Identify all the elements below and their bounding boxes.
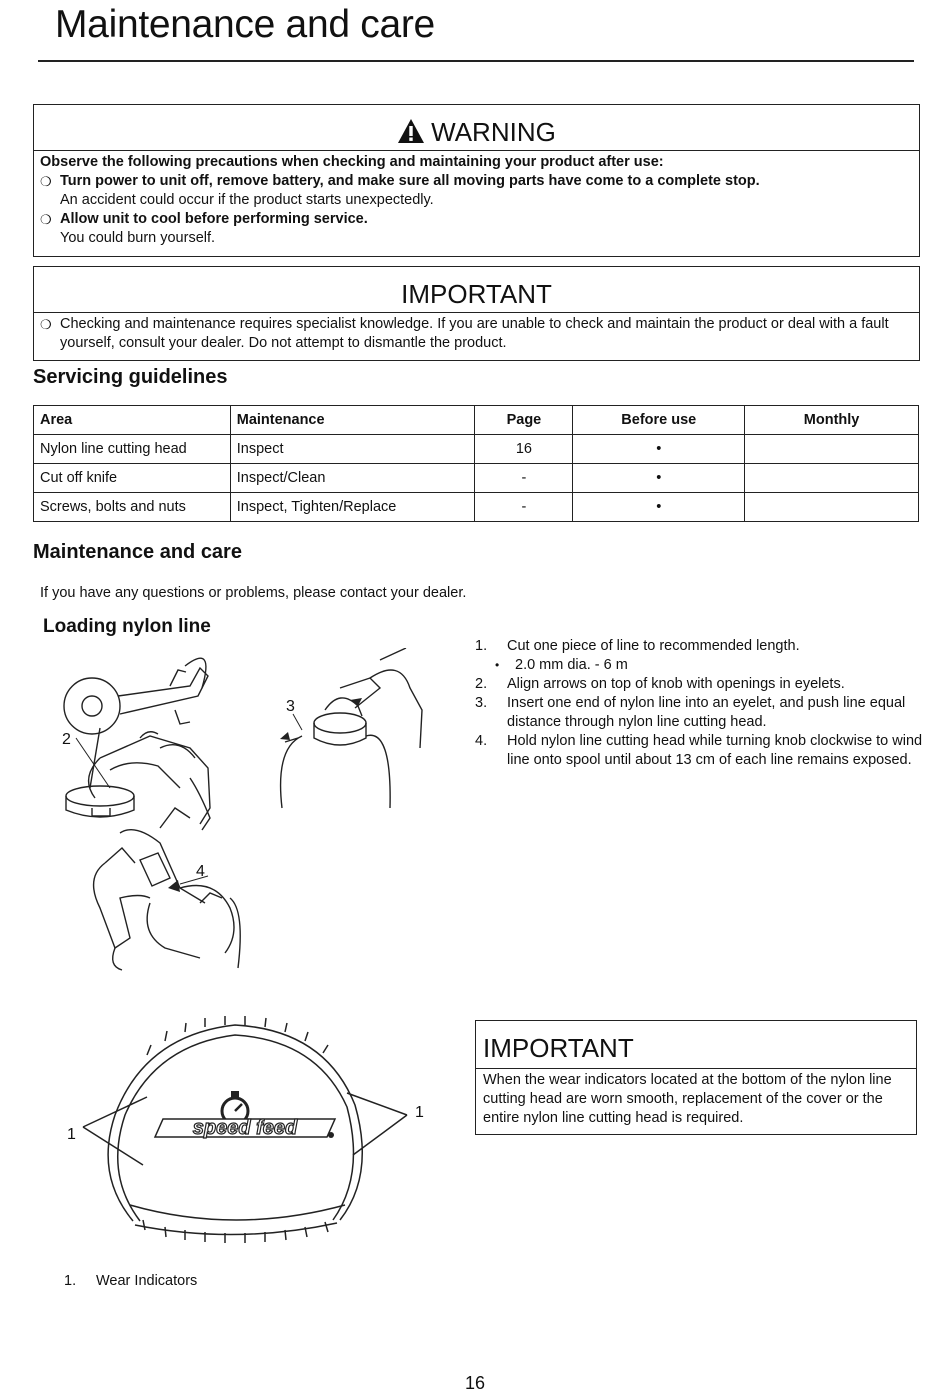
- step-number: 3.: [475, 695, 488, 711]
- table-cell: [745, 493, 919, 522]
- column-header: Maintenance: [230, 406, 475, 435]
- figure-label: 3: [286, 698, 295, 715]
- table-cell: Inspect, Tighten/Replace: [230, 493, 475, 522]
- column-header: Monthly: [745, 406, 919, 435]
- important-text: Checking and maintenance requires specialist knowledge. If you are unable to check and maintain the product or deal with a fault yourself, consult your dealer. Do not attempt to dismantle the product.: [60, 316, 889, 351]
- important-box-wear: [475, 1020, 917, 1135]
- loading-heading: Loading nylon line: [43, 616, 211, 637]
- maintenance-text: If you have any questions or problems, please contact your dealer.: [40, 585, 467, 601]
- important-box: [33, 266, 920, 361]
- warning-body: [34, 151, 919, 248]
- figure-label: 2: [62, 731, 71, 748]
- speedfeed-logo: [155, 1091, 335, 1139]
- warning-intro: Observe the following precautions when checking and maintaining your product after use:: [40, 154, 664, 170]
- important-title: IMPORTANT: [483, 1033, 634, 1063]
- table-cell: 16: [475, 435, 573, 464]
- list-item: [475, 732, 925, 770]
- page-title: Maintenance and care: [55, 3, 435, 46]
- list-item: [475, 637, 925, 656]
- list-item: [475, 694, 925, 732]
- column-header: Area: [34, 406, 231, 435]
- table-cell: Nylon line cutting head: [34, 435, 231, 464]
- table-row: [34, 464, 919, 493]
- title-divider: [38, 60, 914, 62]
- warning-item: [40, 210, 913, 229]
- caption-text: Wear Indicators: [96, 1273, 198, 1289]
- table-cell: Screws, bolts and nuts: [34, 493, 231, 522]
- page-number: 16: [464, 1373, 486, 1393]
- warning-header: [34, 105, 919, 151]
- important-header: [34, 267, 919, 313]
- servicing-table: [33, 405, 919, 522]
- table-row: [34, 493, 919, 522]
- step-number: 2.: [475, 676, 488, 692]
- warning-triangle-icon: [397, 118, 425, 144]
- table-cell: Inspect/Clean: [230, 464, 475, 493]
- table-cell: •: [573, 493, 745, 522]
- step-text: Insert one end of nylon line into an eyelet, and push line equal distance through nylon line cutting head.: [507, 695, 906, 730]
- table-cell: [745, 464, 919, 493]
- circle-bullet-icon: ❍: [40, 174, 52, 189]
- trimmer-head-figure-2: [64, 658, 210, 830]
- loading-steps-list: [475, 637, 925, 770]
- diamond-bullet-icon: •: [495, 658, 500, 672]
- table-cell: •: [573, 464, 745, 493]
- trimmer-head-figure-3: [281, 648, 422, 808]
- table-cell: •: [573, 435, 745, 464]
- important-header: [476, 1021, 916, 1069]
- servicing-heading: Servicing guidelines: [33, 366, 228, 388]
- hands-winding-figure-4: [94, 808, 241, 970]
- list-sub-item: [475, 656, 925, 675]
- warning-item-heading: Allow unit to cool before performing service.: [60, 211, 368, 227]
- warning-item: [40, 172, 913, 191]
- list-item: [475, 675, 925, 694]
- important-title: IMPORTANT: [401, 279, 552, 309]
- table-cell: Cut off knife: [34, 464, 231, 493]
- table-header-row: [34, 406, 919, 435]
- table-cell: -: [475, 464, 573, 493]
- figure-label: 4: [196, 863, 205, 880]
- warning-title: WARNING: [431, 117, 556, 147]
- caption-number: 1.: [64, 1273, 77, 1289]
- wear-indicators-illustration: [55, 1015, 435, 1245]
- warning-box: [33, 104, 920, 257]
- step-number: 4.: [475, 733, 488, 749]
- important-text: When the wear indicators located at the bottom of the nylon line cutting head are worn smooth, replacement of the cover or the entire nylon line cutting head is required.: [483, 1072, 892, 1126]
- step-text: Hold nylon line cutting head while turning knob clockwise to wind line onto spool until about 13 cm of each line remains exposed.: [507, 733, 923, 768]
- step-text: Align arrows on top of knob with openings in eyelets.: [507, 676, 845, 692]
- column-header: Page: [475, 406, 573, 435]
- step-sub-text: 2.0 mm dia. - 6 m: [515, 657, 628, 673]
- table-cell: Inspect: [230, 435, 475, 464]
- circle-bullet-icon: ❍: [40, 212, 52, 227]
- maintenance-heading: Maintenance and care: [33, 541, 242, 563]
- step-text: Cut one piece of line to recommended length.: [507, 638, 800, 654]
- table-row: [34, 435, 919, 464]
- warning-item-detail: You could burn yourself.: [60, 230, 216, 246]
- warning-item-heading: Turn power to unit off, remove battery, and make sure all moving parts have come to a complete stop.: [60, 173, 760, 189]
- callout-label: 1: [415, 1104, 424, 1121]
- speedfeed-logo-text: speed feed: [192, 1117, 298, 1139]
- callout-label: 1: [67, 1126, 76, 1143]
- loading-nylon-line-illustration: [40, 648, 460, 978]
- column-header: Before use: [573, 406, 745, 435]
- circle-bullet-icon: ❍: [40, 317, 52, 332]
- warning-item-detail: An accident could occur if the product starts unexpectedly.: [60, 192, 434, 208]
- step-number: 1.: [475, 638, 488, 654]
- important-body: [34, 313, 919, 353]
- table-cell: -: [475, 493, 573, 522]
- figure-caption: [64, 1272, 197, 1291]
- table-cell: [745, 435, 919, 464]
